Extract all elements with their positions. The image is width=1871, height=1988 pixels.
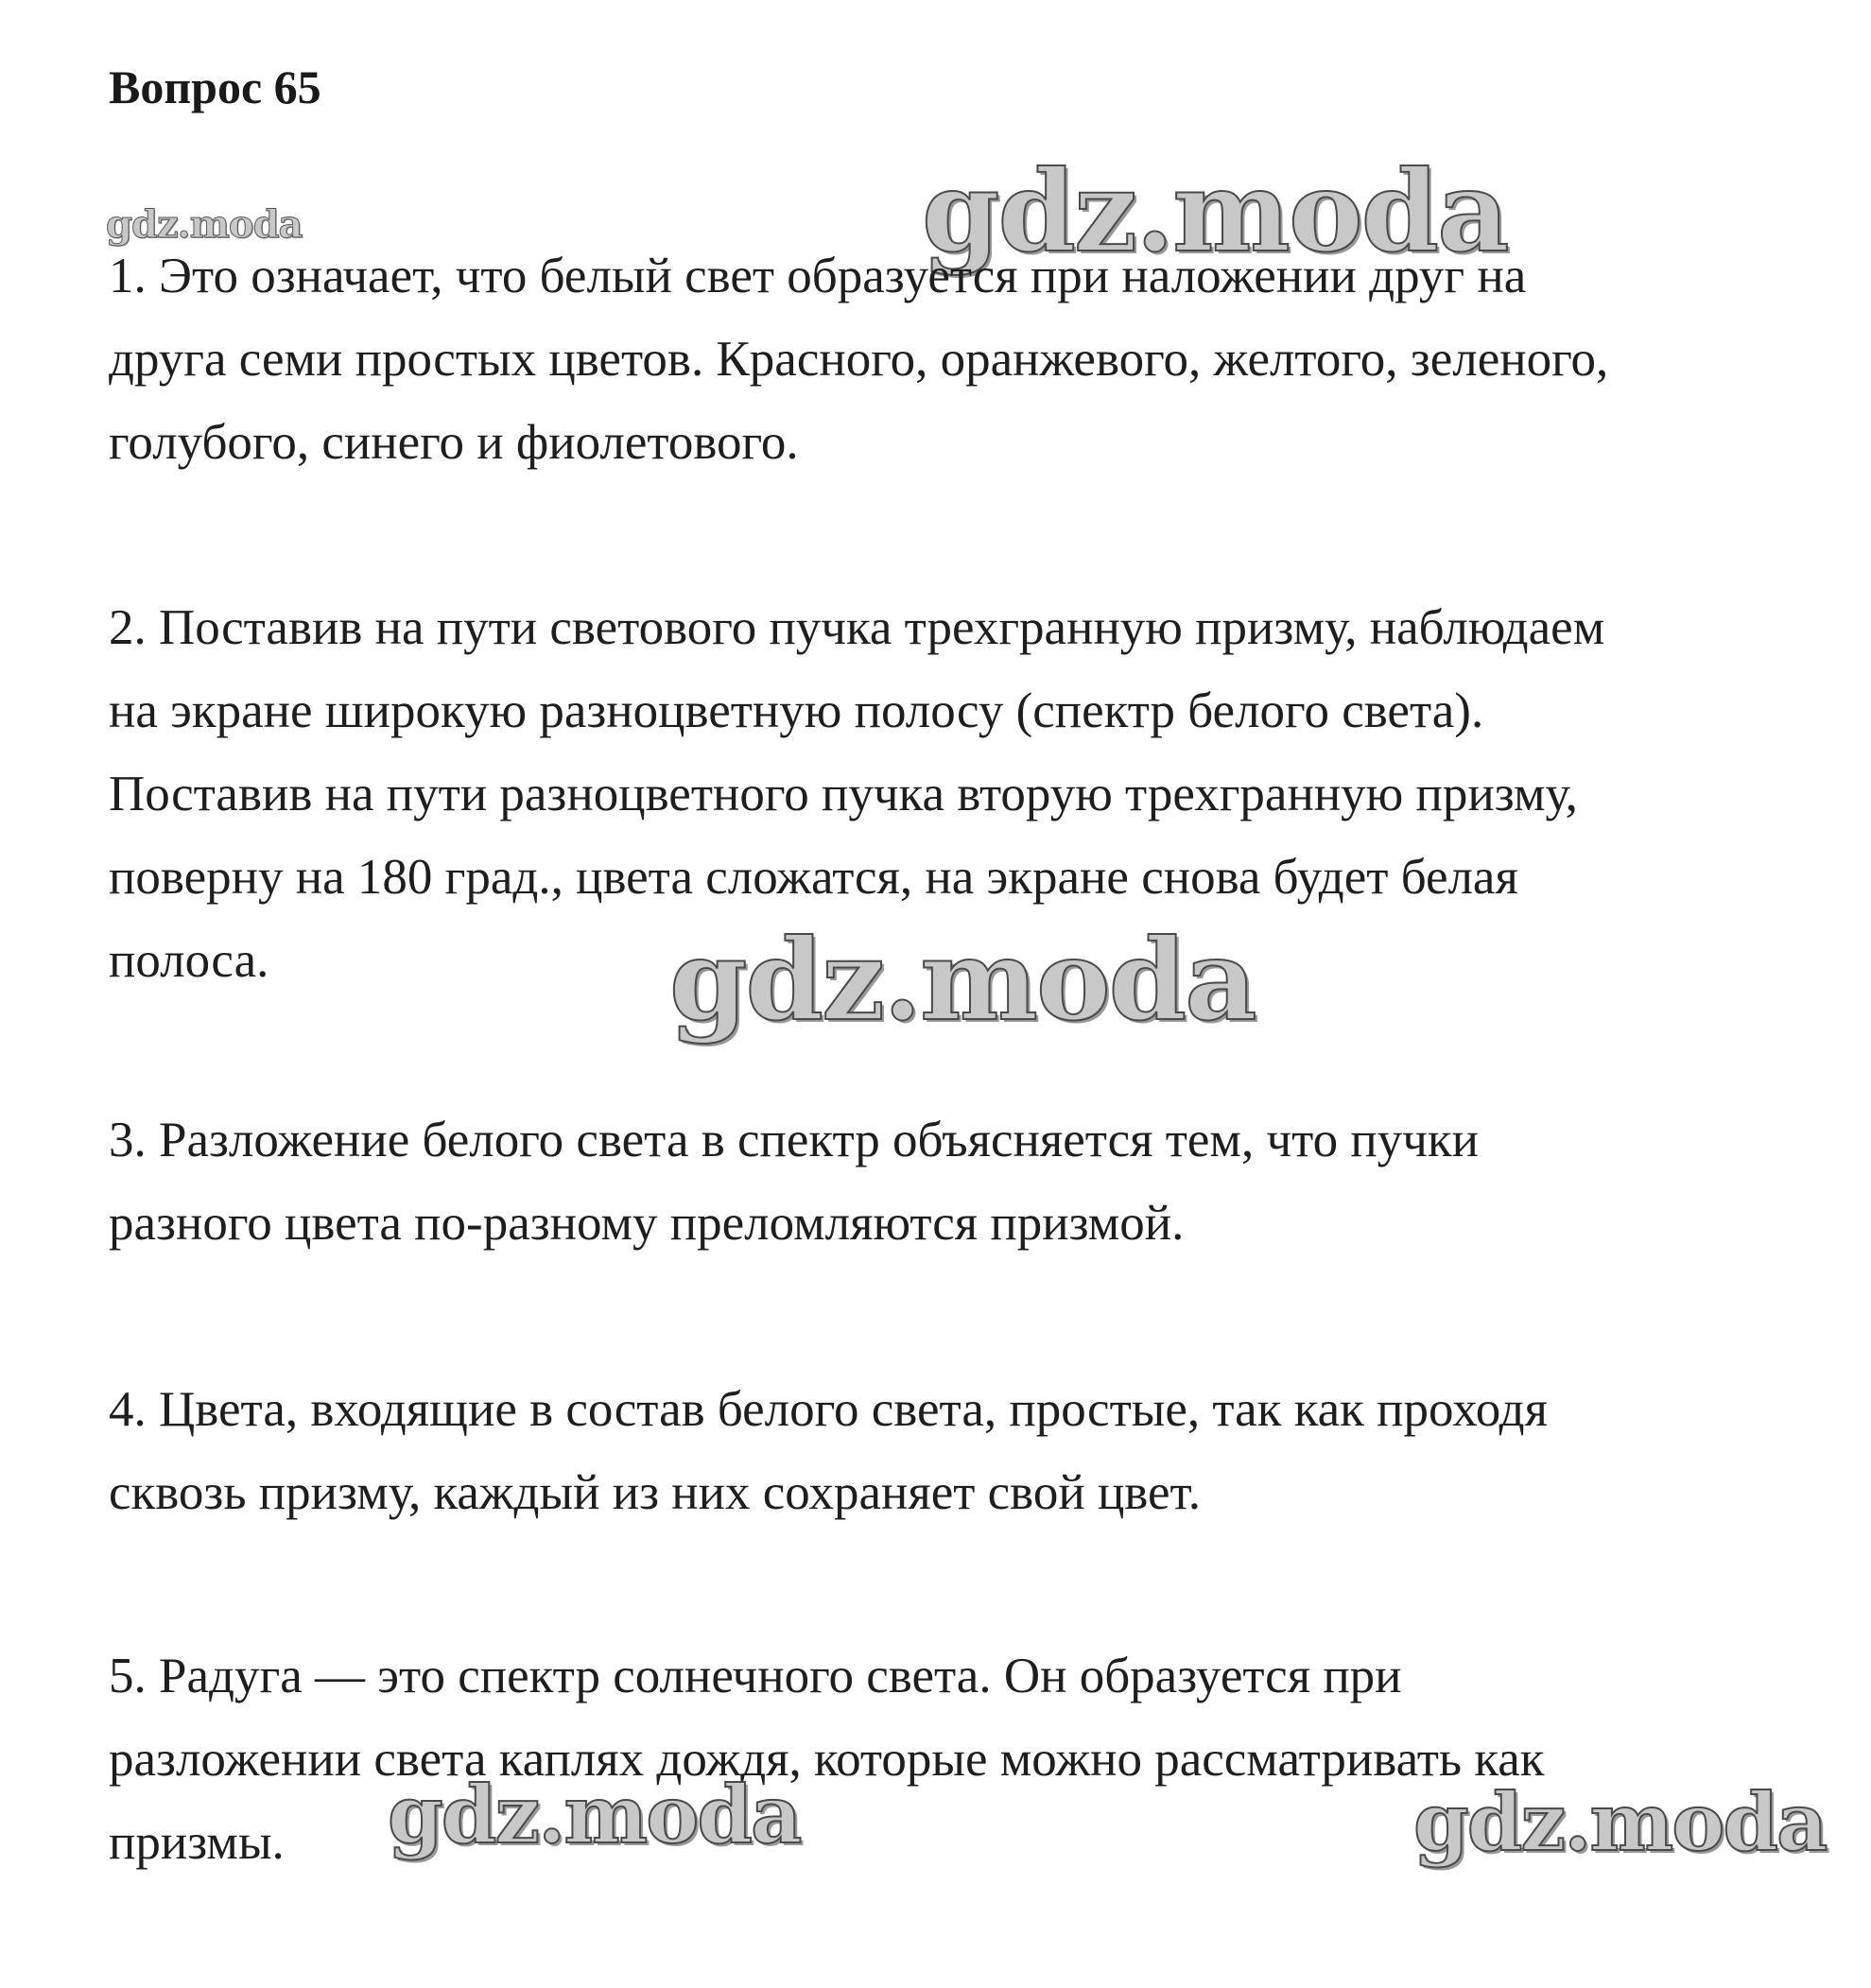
answer-1-line-3: голубого, синего и фиолетового.	[109, 415, 799, 470]
answer-3	[109, 1098, 1792, 1265]
answer-5-line-3: призмы.	[109, 1815, 285, 1870]
answer-1	[109, 234, 1792, 484]
answer-4-line-1: 4. Цвета, входящие в состав белого света, простые, так как проходя	[109, 1382, 1549, 1437]
watermark-logo-top: gdz.moda	[922, 146, 1508, 277]
answer-5-line-2: разложении света каплях дождя, которые можно рассматривать как	[109, 1732, 1545, 1787]
watermark-logo-middle: gdz.moda	[669, 914, 1256, 1046]
watermark-logo-small: gdz.moda	[106, 202, 303, 247]
watermark-logo-bottom-right: gdz.moda	[1413, 1775, 1827, 1869]
answer-3-line-1: 3. Разложение белого света в спектр объясняется тем, что пучки	[109, 1113, 1479, 1167]
watermark-logo-bottom-left: gdz.moda	[388, 1768, 801, 1861]
answer-5-line-1: 5. Радуга — это спектр солнечного света. Он образуется при	[109, 1649, 1402, 1703]
question-title: Вопрос 65	[109, 61, 321, 113]
answer-2-line-4: поверну на 180 град., цвета сложатся, на экране снова будет белая	[109, 850, 1518, 905]
answer-1-line-1: 1. Это означает, что белый свет образуется при наложении друг на	[109, 249, 1527, 303]
answer-2-line-3: Поставив на пути разноцветного пучка вторую трехгранную призму,	[109, 767, 1578, 821]
answer-4-line-2: сквозь призму, каждый из них сохраняет свой цвет.	[109, 1465, 1201, 1520]
answer-3-line-2: разного цвета по-разному преломляются призмой.	[109, 1196, 1185, 1251]
answer-1-line-2: друга семи простых цветов. Красного, оранжевого, желтого, зеленого,	[109, 332, 1609, 387]
answer-4	[109, 1368, 1792, 1534]
answer-2-line-5: полоса.	[109, 933, 269, 988]
answer-2-line-2: на экране широкую разноцветную полосу (спектр белого света).	[109, 683, 1484, 738]
answer-2-line-1: 2. Поставив на пути светового пучка трехгранную призму, наблюдаем	[109, 600, 1605, 655]
